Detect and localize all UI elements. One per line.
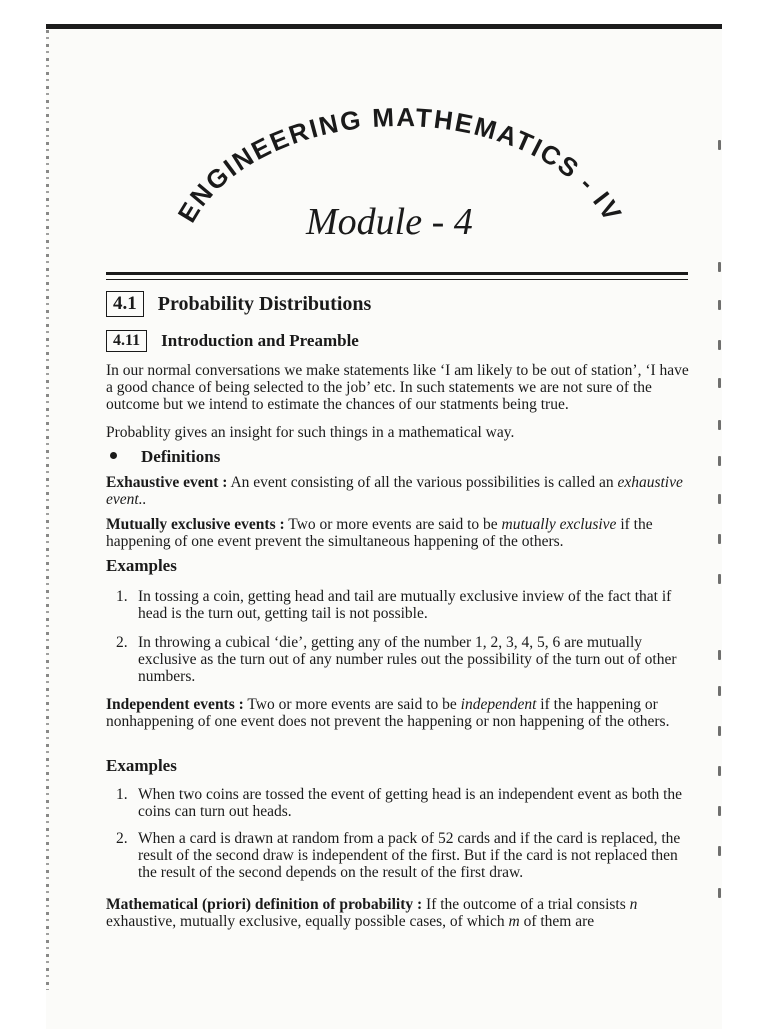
arc-title-text: ENGINEERING MATHEMATICS - IV [171, 101, 629, 228]
bullet-icon [110, 452, 117, 459]
module-title: Module - 4 [306, 201, 473, 243]
section-number: 4.11 [106, 330, 147, 352]
section-title: Introduction and Preamble [161, 331, 359, 350]
example-item: 1. When two coins are tossed the event of getting head is an independent event as both the coins can turn out heads. [116, 786, 683, 820]
binding-edge [46, 30, 49, 990]
definitions-heading: Definitions [106, 447, 220, 467]
section-title: Probability Distributions [157, 292, 372, 315]
exhaustive-definition: Exhaustive event : An event consisting of all the various possibilities is called an exhaustive event.. [106, 474, 683, 508]
example-item: 2. When a card is drawn at random from a pack of 52 cards and if the card is replaced, the result of the second draw is independent of the first. But if the card is not replaced then the result of the second depends on the result of the first draw. [116, 830, 681, 881]
example-item: 2. In throwing a cubical ‘die’, getting any of the number 1, 2, 3, 4, 5, 6 are mutually exclusive as the turn out of any number rules out the possibility of the turn out of other numbers. [116, 634, 677, 685]
section-heading-4-11 [106, 330, 359, 352]
example-item: 1. In tossing a coin, getting head and tail are mutually exclusive inview of the fact that if head is the turn out, getting tail is not possible. [116, 588, 672, 622]
arc-title [150, 90, 630, 290]
examples-heading: Examples [106, 556, 177, 575]
priori-definition: Mathematical (priori) definition of probability : If the outcome of a trial consists n exhaustive, mutually exclusive, equally possible cases, of which m of them are [106, 896, 638, 930]
mutually-exclusive-definition: Mutually exclusive events : Two or more events are said to be mutually exclusive if the happening of one event prevent the simultaneous happening of the others. [106, 516, 653, 550]
right-edge-marks [718, 0, 724, 1024]
header-rule [106, 272, 688, 275]
intro-paragraph: In our normal conversations we make statements like ‘I am likely to be out of station’, ‘I have a good chance of being selected to the job’ etc. In such statements we are not sure of the outcome but we intend to estimate the chances of our statments being true. [106, 362, 689, 413]
section-heading-4-1 [106, 291, 371, 317]
section-number: 4.1 [106, 291, 144, 317]
header-rule-thin [106, 279, 688, 280]
intro-paragraph-2: Probablity gives an insight for such things in a mathematical way. [106, 424, 515, 441]
examples-heading: Examples [106, 756, 177, 775]
independent-definition: Independent events : Two or more events are said to be independent if the happening or nonhappening of one event does not prevent the happening or non happening of the others. [106, 696, 670, 730]
